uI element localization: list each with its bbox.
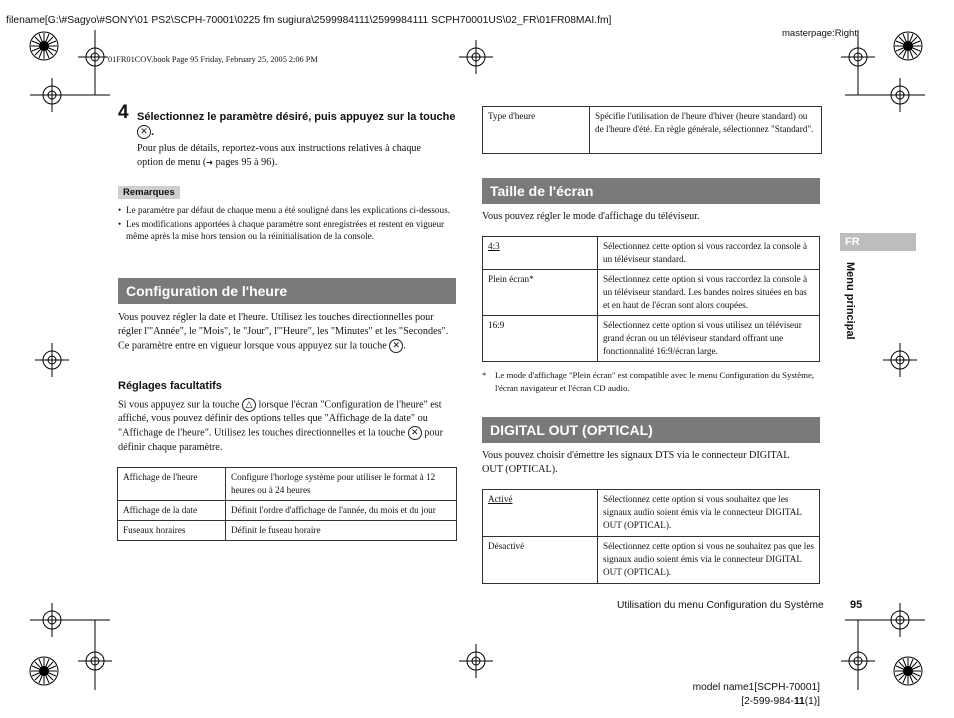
table-cell-desc: Définit le fuseau horaire [226, 521, 457, 541]
triangle-button-icon: △ [242, 398, 256, 412]
table-row [483, 490, 820, 537]
section-title-screen-size: Taille de l'écran [482, 178, 820, 204]
step-text-b: option de menu ( [137, 157, 207, 168]
table-cell-desc: Spécifie l'utilisation de l'heure d'hiver (heure standard) ou de l'heure d'été. En règle générale, sélectionnez "Standard". [590, 107, 822, 154]
screen-size-paragraph: Vous pouvez régler le mode d'affichage du téléviseur. [482, 211, 700, 222]
table-row [483, 237, 820, 270]
time-type-table [482, 106, 822, 154]
optional-text-b: lorsque l'écran "Configuration de l'heure" est affiché, vous pouvez définir des options telles que "Affichage de la date" ou "Affichage de l'heure". Utilisez les touches directionnelles et la touche [118, 399, 442, 439]
side-section-label: Menu principal [844, 262, 856, 340]
part-code [741, 696, 820, 707]
step-title-text: Sélectionnez le paramètre désiré, puis appuyez sur la touche [137, 111, 456, 123]
section-title-digital-out: DIGITAL OUT (OPTICAL) [482, 417, 820, 443]
footnote-marker: * [482, 370, 487, 380]
table-row [483, 316, 820, 362]
cross-button-icon: ✕ [408, 426, 422, 440]
cross-button-icon: ✕ [137, 125, 151, 139]
table-cell-label: Affichage de l'heure [118, 468, 226, 501]
remarks-label: Remarques [118, 186, 180, 199]
optional-text-a: Si vous appuyez sur la touche [118, 399, 240, 411]
step-text-c: pages 95 à 96). [213, 157, 278, 168]
part-code-a: [2-599-984- [741, 696, 794, 707]
table-cell-desc: Sélectionnez cette option si vous raccordez la console à un téléviseur standard. Les bandes noires situées en bas et en haut de l'écran sont alors coupées. [598, 270, 820, 316]
part-code-b: 11 [793, 696, 805, 707]
table-cell-label: Désactivé [483, 537, 598, 584]
table-cell-desc: Sélectionnez cette option si vous ne souhaitez pas que les signaux audio soient émis via le connecteur DIGITAL OUT (OPTICAL). [598, 537, 820, 584]
model-name: model name1[SCPH-70001] [692, 682, 820, 693]
table-cell-label: Fuseaux horaires [118, 521, 226, 541]
table-cell-label: Plein écran* [483, 270, 598, 316]
table-row [118, 501, 457, 521]
config-paragraph-text: Vous pouvez régler la date et l'heure. Utilisez les touches directionnelles pour régler l'"Année", le "Mois", le "Jour", l'"Heure", les "Minutes" et les "Secondes". Ce paramètre entre en vigueur lorsque vous appuyez sur la touche [118, 312, 449, 352]
table-row [483, 270, 820, 316]
clock-options-table [117, 467, 457, 541]
table-cell-label: Activé [483, 490, 598, 537]
step-title [137, 110, 461, 140]
section-title-config: Configuration de l'heure [118, 278, 456, 304]
remarks-list [118, 204, 453, 243]
step-number: 4 [118, 102, 129, 123]
table-row [483, 537, 820, 584]
table-cell-label: Affichage de la date [118, 501, 226, 521]
arrow-icon: ➜ [206, 158, 214, 167]
config-paragraph-end: . [403, 340, 406, 352]
language-tab: FR [840, 233, 916, 251]
screen-size-footnote [482, 369, 822, 394]
footnote-text: Le mode d'affichage "Plein écran" est compatible avec le menu Configuration du Système, l'écran navigateur et l'écran CD audio. [495, 370, 815, 393]
table-row [483, 107, 822, 154]
remark-item: • Le paramètre par défaut de chaque menu a été souligné dans les explications ci-dessous. [118, 204, 453, 217]
optional-settings-paragraph [118, 398, 458, 455]
page-number: 95 [850, 599, 863, 611]
part-code-c: (1)] [804, 696, 820, 707]
filename-header: filename[G:\#Sagyo\#SONY\01 PS2\SCPH-70001\0225 fm sugiura\2599984111\2599984111 SCPH70001US\02_FR\01FR08MAI.fm] [6, 15, 612, 26]
table-cell-desc: Sélectionnez cette option si vous utilisez un téléviseur grand écran ou un téléviseur standard offrant une fonctionnalité 16:9/écran large. [598, 316, 820, 362]
step-text-a: Pour plus de détails, reportez-vous aux instructions relatives à chaque [137, 143, 422, 154]
table-cell-desc: Sélectionnez cette option si vous souhaitez que les signaux audio soient émis via le connecteur DIGITAL OUT (OPTICAL). [598, 490, 820, 537]
footer-section-title: Utilisation du menu Configuration du Système [617, 600, 824, 611]
table-row [118, 521, 457, 541]
table-row [118, 468, 457, 501]
remark-item: • Les modifications apportées à chaque paramètre sont enregistrées et restent en vigueur même après la mise hors tension ou la réinitialisation de la console. [118, 218, 453, 243]
digital-out-paragraph: Vous pouvez choisir d'émettre les signaux DTS via le connecteur DIGITAL OUT (OPTICAL). [482, 450, 790, 475]
table-cell-desc: Définit l'ordre d'affichage de l'année, du mois et du jour [226, 501, 457, 521]
digital-out-table [482, 489, 820, 584]
cross-button-icon: ✕ [389, 339, 403, 353]
step-text [137, 142, 459, 170]
table-cell-desc: Sélectionnez cette option si vous raccordez la console à un téléviseur standard. [598, 237, 820, 270]
config-paragraph [118, 311, 458, 353]
optional-text-c: pour définir chaque paramètre. [118, 427, 443, 453]
screen-size-table [482, 236, 820, 362]
table-cell-label: 16:9 [483, 316, 598, 362]
table-cell-label: 4:3 [483, 237, 598, 270]
book-info: 01FR01COV.book Page 95 Friday, February 25, 2005 2:06 PM [108, 55, 318, 64]
masterpage-label: masterpage:Right [782, 28, 857, 39]
table-cell-label: Type d'heure [483, 107, 590, 154]
table-cell-desc: Configure l'horloge système pour utiliser le format à 12 heures ou à 24 heures [226, 468, 457, 501]
step-title-end: . [151, 126, 155, 138]
optional-settings-title: Réglages facultatifs [118, 380, 222, 392]
